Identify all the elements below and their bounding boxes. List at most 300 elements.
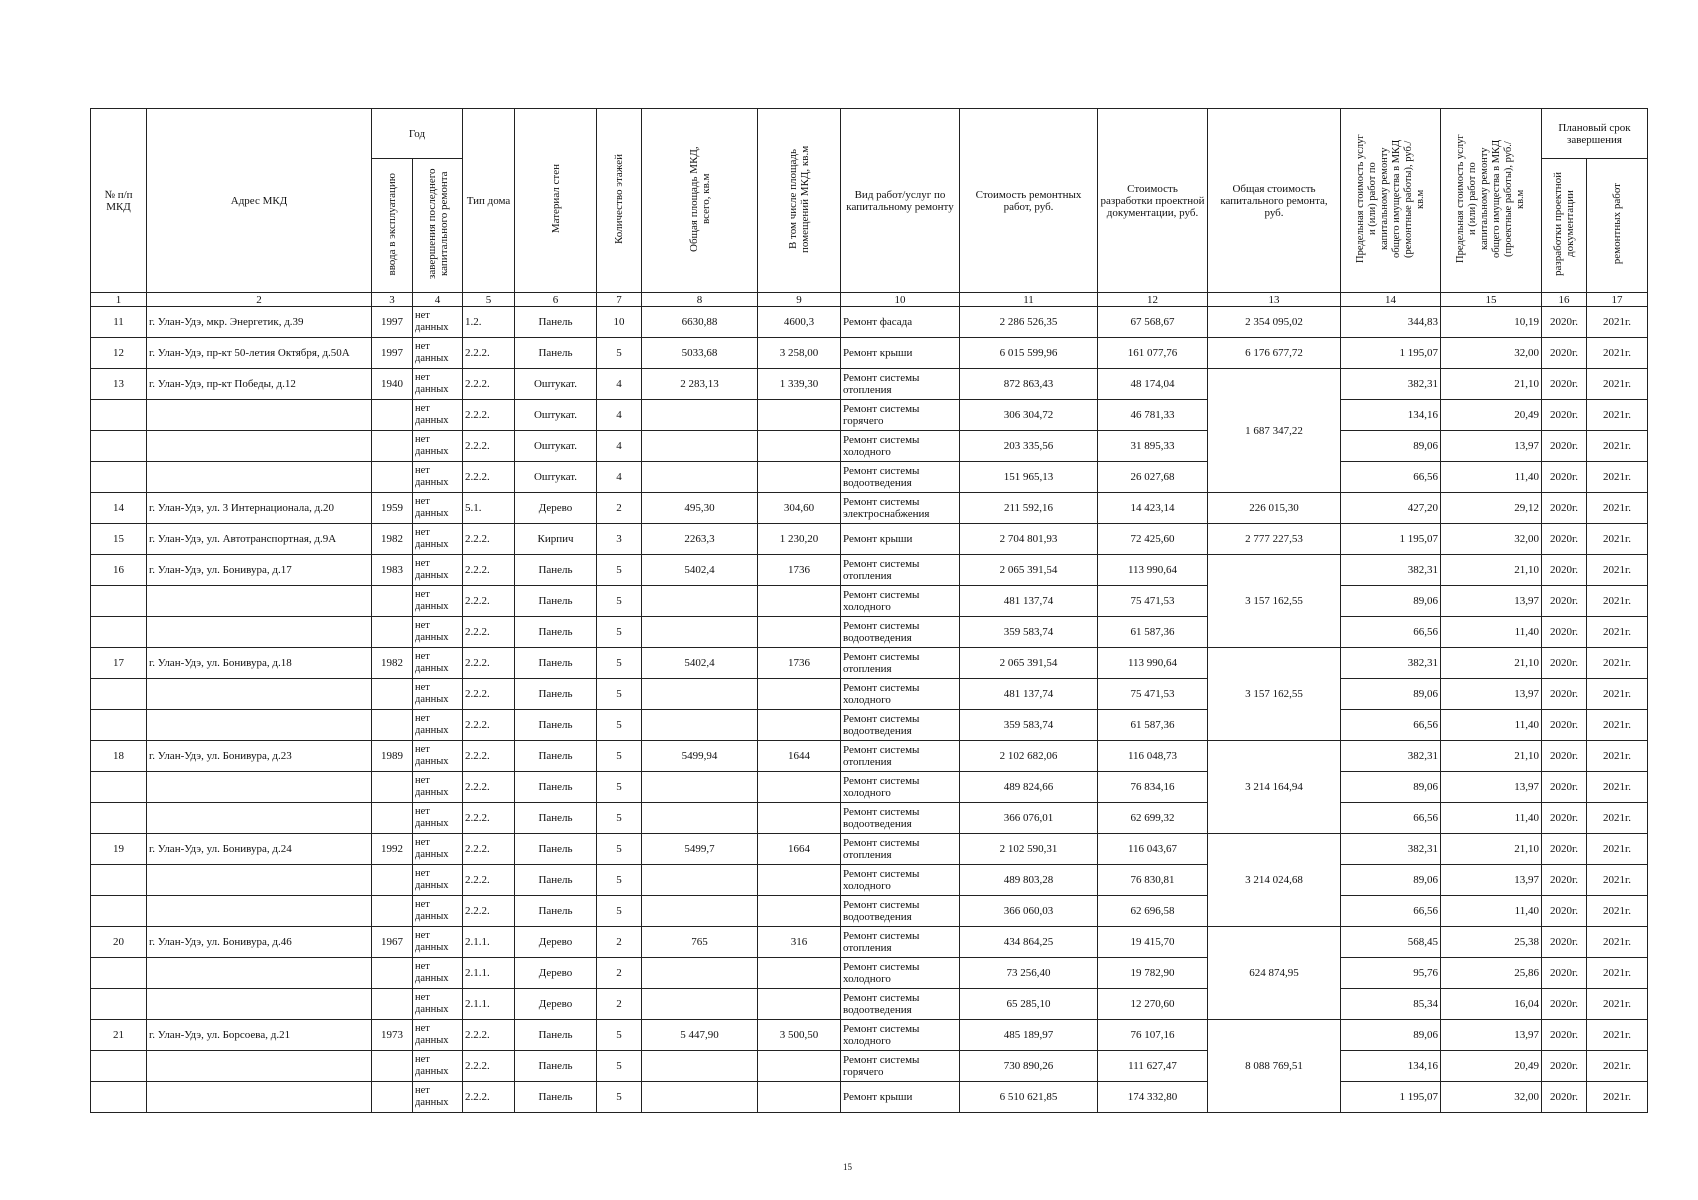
wall-material: Панель bbox=[515, 772, 597, 803]
deadline-design: 2020г. bbox=[1542, 1051, 1587, 1082]
table-row bbox=[91, 958, 1648, 989]
commission-year: 1973 bbox=[372, 1020, 413, 1051]
limit-repair: 89,06 bbox=[1341, 865, 1441, 896]
total-cost: 8 088 769,51 bbox=[1208, 1020, 1341, 1113]
address-cell bbox=[147, 958, 372, 989]
column-number: 6 bbox=[515, 293, 597, 307]
column-number: 5 bbox=[463, 293, 515, 307]
row-number bbox=[91, 400, 147, 431]
row-number bbox=[91, 431, 147, 462]
house-type: 2.2.2. bbox=[463, 741, 515, 772]
deadline-design: 2020г. bbox=[1542, 958, 1587, 989]
deadline-design: 2020г. bbox=[1542, 431, 1587, 462]
premises-area: 1 230,20 bbox=[758, 524, 841, 555]
row-number bbox=[91, 710, 147, 741]
deadline-repair: 2021г. bbox=[1587, 927, 1648, 958]
limit-repair: 89,06 bbox=[1341, 679, 1441, 710]
column-number: 7 bbox=[597, 293, 642, 307]
deadline-design: 2020г. bbox=[1542, 865, 1587, 896]
total-area: 2263,3 bbox=[642, 524, 758, 555]
design-cost: 75 471,53 bbox=[1098, 679, 1208, 710]
address-cell bbox=[147, 710, 372, 741]
design-cost: 174 332,80 bbox=[1098, 1082, 1208, 1113]
deadline-repair: 2021г. bbox=[1587, 679, 1648, 710]
repair-cost: 203 335,56 bbox=[960, 431, 1098, 462]
address-cell: г. Улан-Удэ, ул. Бонивура, д.17 bbox=[147, 555, 372, 586]
house-type: 2.2.2. bbox=[463, 679, 515, 710]
deadline-repair: 2021г. bbox=[1587, 1082, 1648, 1113]
house-type: 2.2.2. bbox=[463, 617, 515, 648]
limit-repair: 134,16 bbox=[1341, 1051, 1441, 1082]
work-type: Ремонт крыши bbox=[841, 338, 960, 369]
deadline-repair: 2021г. bbox=[1587, 772, 1648, 803]
total-area bbox=[642, 989, 758, 1020]
floors: 3 bbox=[597, 524, 642, 555]
table-row bbox=[91, 989, 1648, 1020]
design-cost: 75 471,53 bbox=[1098, 586, 1208, 617]
limit-design: 11,40 bbox=[1441, 710, 1542, 741]
column-number: 11 bbox=[960, 293, 1098, 307]
deadline-repair: 2021г. bbox=[1587, 586, 1648, 617]
house-type: 2.2.2. bbox=[463, 1020, 515, 1051]
house-type: 2.2.2. bbox=[463, 865, 515, 896]
total-area bbox=[642, 958, 758, 989]
column-number-row bbox=[91, 293, 1648, 307]
deadline-repair: 2021г. bbox=[1587, 648, 1648, 679]
commission-year: 1997 bbox=[372, 307, 413, 338]
row-number bbox=[91, 617, 147, 648]
address-cell bbox=[147, 803, 372, 834]
house-type: 2.2.2. bbox=[463, 431, 515, 462]
commission-year bbox=[372, 803, 413, 834]
deadline-repair: 2021г. bbox=[1587, 1051, 1648, 1082]
row-number bbox=[91, 989, 147, 1020]
last-repair-year: нет данных bbox=[413, 710, 463, 741]
table-row bbox=[91, 555, 1648, 586]
address-cell: г. Улан-Удэ, ул. Бонивура, д.24 bbox=[147, 834, 372, 865]
deadline-design: 2020г. bbox=[1542, 834, 1587, 865]
design-cost: 67 568,67 bbox=[1098, 307, 1208, 338]
deadline-design: 2020г. bbox=[1542, 896, 1587, 927]
row-number: 17 bbox=[91, 648, 147, 679]
premises-area bbox=[758, 617, 841, 648]
table-row bbox=[91, 307, 1648, 338]
floors: 5 bbox=[597, 555, 642, 586]
deadline-design: 2020г. bbox=[1542, 493, 1587, 524]
wall-material: Оштукат. bbox=[515, 462, 597, 493]
commission-year: 1940 bbox=[372, 369, 413, 400]
work-type: Ремонт системы водоотведения bbox=[841, 803, 960, 834]
row-number: 21 bbox=[91, 1020, 147, 1051]
total-area: 5 447,90 bbox=[642, 1020, 758, 1051]
limit-design: 21,10 bbox=[1441, 648, 1542, 679]
work-type: Ремонт системы водоотведения bbox=[841, 896, 960, 927]
limit-repair: 89,06 bbox=[1341, 772, 1441, 803]
commission-year bbox=[372, 586, 413, 617]
column-number: 3 bbox=[372, 293, 413, 307]
address-cell bbox=[147, 431, 372, 462]
design-cost: 113 990,64 bbox=[1098, 648, 1208, 679]
repair-cost: 151 965,13 bbox=[960, 462, 1098, 493]
last-repair-year: нет данных bbox=[413, 834, 463, 865]
last-repair-year: нет данных bbox=[413, 555, 463, 586]
address-cell bbox=[147, 1082, 372, 1113]
deadline-repair: 2021г. bbox=[1587, 710, 1648, 741]
design-cost: 46 781,33 bbox=[1098, 400, 1208, 431]
last-repair-year: нет данных bbox=[413, 524, 463, 555]
deadline-design: 2020г. bbox=[1542, 369, 1587, 400]
work-type: Ремонт системы горячего bbox=[841, 400, 960, 431]
house-type: 2.2.2. bbox=[463, 648, 515, 679]
limit-design: 21,10 bbox=[1441, 834, 1542, 865]
wall-material: Панель bbox=[515, 679, 597, 710]
wall-material: Панель bbox=[515, 865, 597, 896]
total-cost: 2 777 227,53 bbox=[1208, 524, 1341, 555]
wall-material: Оштукат. bbox=[515, 400, 597, 431]
floors: 5 bbox=[597, 772, 642, 803]
floors: 4 bbox=[597, 431, 642, 462]
deadline-design: 2020г. bbox=[1542, 555, 1587, 586]
total-cost: 1 687 347,22 bbox=[1208, 369, 1341, 493]
total-area bbox=[642, 431, 758, 462]
design-cost: 61 587,36 bbox=[1098, 617, 1208, 648]
commission-year bbox=[372, 865, 413, 896]
deadline-design: 2020г. bbox=[1542, 400, 1587, 431]
premises-area bbox=[758, 896, 841, 927]
limit-design: 32,00 bbox=[1441, 524, 1542, 555]
design-cost: 116 048,73 bbox=[1098, 741, 1208, 772]
premises-area: 304,60 bbox=[758, 493, 841, 524]
address-cell: г. Улан-Удэ, ул. Бонивура, д.23 bbox=[147, 741, 372, 772]
commission-year bbox=[372, 958, 413, 989]
total-cost: 226 015,30 bbox=[1208, 493, 1341, 524]
address-cell: г. Улан-Удэ, ул. Автотранспортная, д.9А bbox=[147, 524, 372, 555]
floors: 2 bbox=[597, 958, 642, 989]
premises-area bbox=[758, 772, 841, 803]
floors: 2 bbox=[597, 989, 642, 1020]
house-type: 2.2.2. bbox=[463, 555, 515, 586]
limit-design: 32,00 bbox=[1441, 338, 1542, 369]
table-row bbox=[91, 927, 1648, 958]
wall-material: Панель bbox=[515, 555, 597, 586]
limit-repair: 66,56 bbox=[1341, 617, 1441, 648]
design-cost: 48 174,04 bbox=[1098, 369, 1208, 400]
repair-cost: 6 510 621,85 bbox=[960, 1082, 1098, 1113]
repair-cost: 65 285,10 bbox=[960, 989, 1098, 1020]
deadline-repair: 2021г. bbox=[1587, 617, 1648, 648]
work-type: Ремонт системы отопления bbox=[841, 369, 960, 400]
header-wall-material: Материал стен bbox=[515, 109, 597, 293]
premises-area bbox=[758, 679, 841, 710]
design-cost: 76 834,16 bbox=[1098, 772, 1208, 803]
premises-area bbox=[758, 710, 841, 741]
deadline-design: 2020г. bbox=[1542, 989, 1587, 1020]
premises-area bbox=[758, 958, 841, 989]
work-type: Ремонт крыши bbox=[841, 1082, 960, 1113]
limit-repair: 66,56 bbox=[1341, 803, 1441, 834]
header-limit-repair: Предельная стоимость услуг и (или) работ по капитальному ремонту общего имущества в МКД (ремонтные работы), руб./кв.м bbox=[1341, 109, 1441, 293]
deadline-repair: 2021г. bbox=[1587, 462, 1648, 493]
total-area bbox=[642, 586, 758, 617]
header-premises-area: В том числе площадь помещений МКД, кв.м bbox=[758, 109, 841, 293]
column-number: 10 bbox=[841, 293, 960, 307]
table-body bbox=[91, 307, 1648, 1113]
work-type: Ремонт крыши bbox=[841, 524, 960, 555]
last-repair-year: нет данных bbox=[413, 648, 463, 679]
commission-year: 1997 bbox=[372, 338, 413, 369]
work-type: Ремонт фасада bbox=[841, 307, 960, 338]
deadline-repair: 2021г. bbox=[1587, 958, 1648, 989]
total-area: 6630,88 bbox=[642, 307, 758, 338]
floors: 4 bbox=[597, 462, 642, 493]
total-area bbox=[642, 803, 758, 834]
repair-cost: 73 256,40 bbox=[960, 958, 1098, 989]
column-number: 16 bbox=[1542, 293, 1587, 307]
limit-repair: 95,76 bbox=[1341, 958, 1441, 989]
header-address: Адрес МКД bbox=[147, 109, 372, 293]
wall-material: Панель bbox=[515, 710, 597, 741]
work-type: Ремонт системы холодного bbox=[841, 958, 960, 989]
address-cell bbox=[147, 617, 372, 648]
house-type: 2.2.2. bbox=[463, 772, 515, 803]
row-number: 20 bbox=[91, 927, 147, 958]
table-row bbox=[91, 741, 1648, 772]
table-row bbox=[91, 834, 1648, 865]
repair-cost: 359 583,74 bbox=[960, 617, 1098, 648]
design-cost: 111 627,47 bbox=[1098, 1051, 1208, 1082]
last-repair-year: нет данных bbox=[413, 958, 463, 989]
commission-year: 1982 bbox=[372, 524, 413, 555]
table-row bbox=[91, 586, 1648, 617]
column-number: 13 bbox=[1208, 293, 1341, 307]
table-row bbox=[91, 896, 1648, 927]
deadline-repair: 2021г. bbox=[1587, 307, 1648, 338]
design-cost: 62 699,32 bbox=[1098, 803, 1208, 834]
column-number: 12 bbox=[1098, 293, 1208, 307]
wall-material: Дерево bbox=[515, 989, 597, 1020]
row-number bbox=[91, 1082, 147, 1113]
header-limit-design: Предельная стоимость услуг и (или) работ по капитальному ремонту общего имущества в МКД (проектные работы), руб./кв.м bbox=[1441, 109, 1542, 293]
row-number: 18 bbox=[91, 741, 147, 772]
repair-cost: 6 015 599,96 bbox=[960, 338, 1098, 369]
limit-repair: 382,31 bbox=[1341, 834, 1441, 865]
total-area: 5033,68 bbox=[642, 338, 758, 369]
limit-design: 11,40 bbox=[1441, 617, 1542, 648]
limit-design: 11,40 bbox=[1441, 896, 1542, 927]
address-cell: г. Улан-Удэ, ул. 3 Интернационала, д.20 bbox=[147, 493, 372, 524]
limit-design: 13,97 bbox=[1441, 772, 1542, 803]
limit-repair: 1 195,07 bbox=[1341, 1082, 1441, 1113]
commission-year bbox=[372, 617, 413, 648]
limit-repair: 66,56 bbox=[1341, 896, 1441, 927]
total-area: 5499,94 bbox=[642, 741, 758, 772]
limit-design: 32,00 bbox=[1441, 1082, 1542, 1113]
commission-year bbox=[372, 1082, 413, 1113]
design-cost: 76 107,16 bbox=[1098, 1020, 1208, 1051]
last-repair-year: нет данных bbox=[413, 400, 463, 431]
floors: 5 bbox=[597, 617, 642, 648]
commission-year: 1959 bbox=[372, 493, 413, 524]
wall-material: Панель bbox=[515, 741, 597, 772]
column-number: 1 bbox=[91, 293, 147, 307]
repair-cost: 2 102 682,06 bbox=[960, 741, 1098, 772]
wall-material: Оштукат. bbox=[515, 369, 597, 400]
last-repair-year: нет данных bbox=[413, 338, 463, 369]
floors: 4 bbox=[597, 369, 642, 400]
table-row bbox=[91, 865, 1648, 896]
premises-area: 3 258,00 bbox=[758, 338, 841, 369]
total-cost: 3 214 024,68 bbox=[1208, 834, 1341, 927]
design-cost: 62 696,58 bbox=[1098, 896, 1208, 927]
floors: 5 bbox=[597, 648, 642, 679]
total-area: 2 283,13 bbox=[642, 369, 758, 400]
repair-cost: 2 286 526,35 bbox=[960, 307, 1098, 338]
address-cell: г. Улан-Удэ, ул. Бонивура, д.46 bbox=[147, 927, 372, 958]
design-cost: 19 415,70 bbox=[1098, 927, 1208, 958]
deadline-design: 2020г. bbox=[1542, 1082, 1587, 1113]
design-cost: 72 425,60 bbox=[1098, 524, 1208, 555]
deadline-repair: 2021г. bbox=[1587, 555, 1648, 586]
work-type: Ремонт системы отопления bbox=[841, 741, 960, 772]
total-cost: 3 157 162,55 bbox=[1208, 648, 1341, 741]
work-type: Ремонт системы холодного bbox=[841, 679, 960, 710]
table-row bbox=[91, 493, 1648, 524]
address-cell: г. Улан-Удэ, пр-кт Победы, д.12 bbox=[147, 369, 372, 400]
limit-design: 13,97 bbox=[1441, 1020, 1542, 1051]
repair-cost: 489 803,28 bbox=[960, 865, 1098, 896]
limit-repair: 134,16 bbox=[1341, 400, 1441, 431]
work-type: Ремонт системы холодного bbox=[841, 586, 960, 617]
repair-cost: 485 189,97 bbox=[960, 1020, 1098, 1051]
total-cost: 624 874,95 bbox=[1208, 927, 1341, 1020]
work-type: Ремонт системы водоотведения bbox=[841, 617, 960, 648]
limit-design: 13,97 bbox=[1441, 679, 1542, 710]
total-cost: 3 157 162,55 bbox=[1208, 555, 1341, 648]
premises-area bbox=[758, 865, 841, 896]
total-area: 765 bbox=[642, 927, 758, 958]
commission-year: 1989 bbox=[372, 741, 413, 772]
wall-material: Панель bbox=[515, 307, 597, 338]
capital-repair-table bbox=[90, 108, 1648, 1113]
total-area: 5402,4 bbox=[642, 648, 758, 679]
work-type: Ремонт системы водоотведения bbox=[841, 989, 960, 1020]
premises-area: 1 339,30 bbox=[758, 369, 841, 400]
table-row bbox=[91, 803, 1648, 834]
row-number: 15 bbox=[91, 524, 147, 555]
limit-design: 25,38 bbox=[1441, 927, 1542, 958]
work-type: Ремонт системы горячего bbox=[841, 1051, 960, 1082]
total-area bbox=[642, 865, 758, 896]
limit-repair: 344,83 bbox=[1341, 307, 1441, 338]
house-type: 2.2.2. bbox=[463, 524, 515, 555]
deadline-design: 2020г. bbox=[1542, 803, 1587, 834]
floors: 5 bbox=[597, 338, 642, 369]
commission-year bbox=[372, 896, 413, 927]
limit-design: 10,19 bbox=[1441, 307, 1542, 338]
repair-cost: 434 864,25 bbox=[960, 927, 1098, 958]
wall-material: Дерево bbox=[515, 927, 597, 958]
commission-year bbox=[372, 1051, 413, 1082]
house-type: 2.1.1. bbox=[463, 989, 515, 1020]
repair-cost: 2 065 391,54 bbox=[960, 648, 1098, 679]
limit-repair: 382,31 bbox=[1341, 648, 1441, 679]
wall-material: Панель bbox=[515, 803, 597, 834]
deadline-repair: 2021г. bbox=[1587, 524, 1648, 555]
premises-area bbox=[758, 1082, 841, 1113]
last-repair-year: нет данных bbox=[413, 896, 463, 927]
table-row bbox=[91, 679, 1648, 710]
limit-repair: 89,06 bbox=[1341, 586, 1441, 617]
total-area bbox=[642, 679, 758, 710]
header-year-group: Год bbox=[372, 109, 463, 159]
header-floors: Количество этажей bbox=[597, 109, 642, 293]
deadline-repair: 2021г. bbox=[1587, 741, 1648, 772]
address-cell bbox=[147, 865, 372, 896]
work-type: Ремонт системы отопления bbox=[841, 555, 960, 586]
house-type: 2.2.2. bbox=[463, 1051, 515, 1082]
column-number: 17 bbox=[1587, 293, 1648, 307]
table-row bbox=[91, 1082, 1648, 1113]
repair-cost: 481 137,74 bbox=[960, 679, 1098, 710]
limit-design: 13,97 bbox=[1441, 431, 1542, 462]
row-number bbox=[91, 679, 147, 710]
header-num: № п/п МКД bbox=[91, 109, 147, 293]
design-cost: 76 830,81 bbox=[1098, 865, 1208, 896]
house-type: 5.1. bbox=[463, 493, 515, 524]
premises-area: 1736 bbox=[758, 555, 841, 586]
total-area bbox=[642, 617, 758, 648]
deadline-repair: 2021г. bbox=[1587, 338, 1648, 369]
column-number: 14 bbox=[1341, 293, 1441, 307]
house-type: 2.2.2. bbox=[463, 338, 515, 369]
house-type: 2.2.2. bbox=[463, 586, 515, 617]
wall-material: Панель bbox=[515, 648, 597, 679]
commission-year bbox=[372, 679, 413, 710]
limit-design: 16,04 bbox=[1441, 989, 1542, 1020]
total-cost: 2 354 095,02 bbox=[1208, 307, 1341, 338]
wall-material: Панель bbox=[515, 617, 597, 648]
total-cost: 3 214 164,94 bbox=[1208, 741, 1341, 834]
address-cell bbox=[147, 772, 372, 803]
last-repair-year: нет данных bbox=[413, 865, 463, 896]
repair-cost: 872 863,43 bbox=[960, 369, 1098, 400]
premises-area bbox=[758, 803, 841, 834]
design-cost: 26 027,68 bbox=[1098, 462, 1208, 493]
repair-cost: 481 137,74 bbox=[960, 586, 1098, 617]
last-repair-year: нет данных bbox=[413, 586, 463, 617]
row-number bbox=[91, 958, 147, 989]
deadline-design: 2020г. bbox=[1542, 710, 1587, 741]
total-area: 495,30 bbox=[642, 493, 758, 524]
repair-cost: 211 592,16 bbox=[960, 493, 1098, 524]
floors: 2 bbox=[597, 493, 642, 524]
floors: 5 bbox=[597, 896, 642, 927]
deadline-design: 2020г. bbox=[1542, 741, 1587, 772]
limit-repair: 427,20 bbox=[1341, 493, 1441, 524]
work-type: Ремонт системы водоотведения bbox=[841, 462, 960, 493]
header-year-commission: ввода в эксплуатацию bbox=[372, 159, 413, 293]
table-row bbox=[91, 1051, 1648, 1082]
table-row bbox=[91, 772, 1648, 803]
premises-area bbox=[758, 431, 841, 462]
premises-area: 1736 bbox=[758, 648, 841, 679]
repair-cost: 366 076,01 bbox=[960, 803, 1098, 834]
wall-material: Кирпич bbox=[515, 524, 597, 555]
total-area bbox=[642, 772, 758, 803]
row-number bbox=[91, 1051, 147, 1082]
total-area: 5499,7 bbox=[642, 834, 758, 865]
row-number bbox=[91, 772, 147, 803]
